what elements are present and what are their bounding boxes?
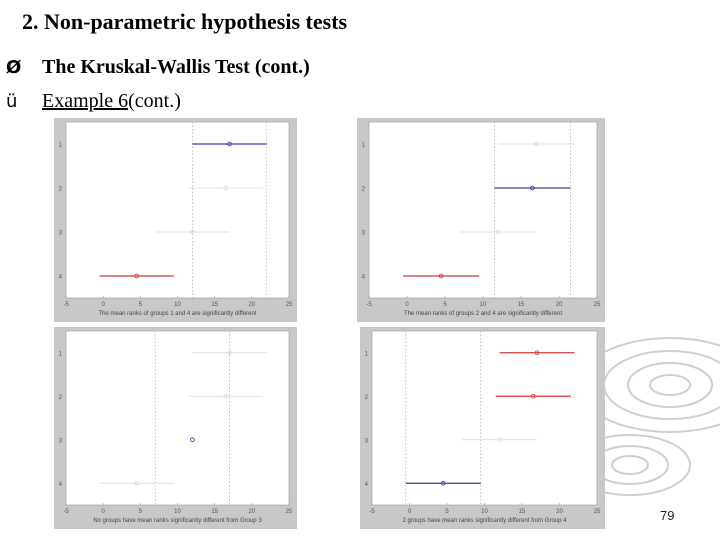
page-number: 79 (660, 508, 675, 523)
y-tick-label: 4 (361, 274, 365, 281)
y-tick-label: 4 (58, 274, 62, 281)
y-tick-label: 3 (364, 438, 368, 445)
y-tick-label: 3 (58, 230, 62, 237)
bullet-text: The Kruskal-Wallis Test (cont.) (42, 56, 310, 78)
y-tick-label: 1 (58, 142, 62, 149)
x-tick-label: 25 (285, 302, 293, 308)
x-tick-label: 20 (555, 302, 563, 308)
y-tick-label: 3 (361, 230, 365, 237)
y-tick-label: 2 (58, 186, 62, 193)
arrow-bullet-icon: Ø (6, 57, 22, 78)
x-tick-label: -5 (63, 302, 69, 308)
multcompare-plot-1 (54, 118, 297, 322)
x-tick-label: 20 (248, 509, 256, 515)
x-tick-label: 20 (248, 302, 256, 308)
x-tick-label: 15 (211, 509, 219, 515)
x-tick-label: 25 (593, 509, 601, 515)
x-tick-label: 5 (138, 302, 143, 308)
y-tick-label: 1 (364, 351, 368, 358)
x-tick-label: 10 (174, 302, 181, 308)
checkmark-bullet-icon: ü (6, 91, 18, 112)
y-tick-label: 4 (58, 481, 62, 488)
x-tick-label: 15 (517, 302, 525, 308)
x-tick-label: -5 (366, 302, 372, 308)
x-tick-label: 25 (593, 302, 601, 308)
x-tick-label: 0 (405, 302, 409, 308)
x-tick-label: -5 (369, 509, 375, 515)
multcompare-plot-4 (360, 327, 605, 529)
x-tick-label: 5 (138, 509, 143, 515)
slide-title: 2. Non-parametric hypothesis tests (22, 9, 348, 34)
x-tick-label: 5 (443, 302, 447, 308)
y-tick-label: 1 (361, 142, 365, 149)
y-tick-label: 2 (361, 186, 365, 193)
x-tick-label: 25 (285, 509, 293, 515)
x-tick-label: 5 (445, 509, 449, 515)
x-tick-label: 10 (481, 509, 488, 515)
x-axis-label: No groups have mean ranks significantly different from Group 3 (93, 518, 262, 524)
multcompare-plot-3 (54, 327, 297, 529)
x-tick-label: 10 (174, 509, 181, 515)
x-axis-label: The mean ranks of groups 1 and 4 are significantly different (98, 311, 257, 317)
x-axis-label: The mean ranks of groups 2 and 4 are significantly different (404, 311, 562, 317)
plot-area (369, 122, 597, 298)
bullet-example-label: Example 6 (42, 90, 129, 112)
x-tick-label: 10 (479, 302, 487, 308)
bullet-example-suffix: (cont.) (128, 90, 181, 112)
bullet-example (6, 90, 181, 113)
x-tick-label: 20 (556, 509, 563, 515)
x-tick-label: 0 (101, 302, 105, 308)
x-tick-label: 0 (101, 509, 105, 515)
bullet-kruskal-wallis (6, 56, 310, 79)
y-tick-label: 1 (58, 351, 62, 358)
x-tick-label: -5 (63, 509, 69, 515)
x-tick-label: 0 (407, 509, 412, 515)
plot-area (66, 331, 289, 505)
x-tick-label: 15 (211, 302, 219, 308)
y-tick-label: 4 (364, 481, 368, 488)
multcompare-plot-2 (357, 118, 605, 322)
plot-area (66, 122, 289, 298)
y-tick-label: 2 (58, 394, 62, 401)
x-tick-label: 15 (518, 509, 526, 515)
y-tick-label: 2 (364, 394, 368, 401)
y-tick-label: 3 (58, 438, 62, 445)
x-axis-label: 2 groups have mean ranks significantly different from Group 4 (402, 518, 567, 524)
